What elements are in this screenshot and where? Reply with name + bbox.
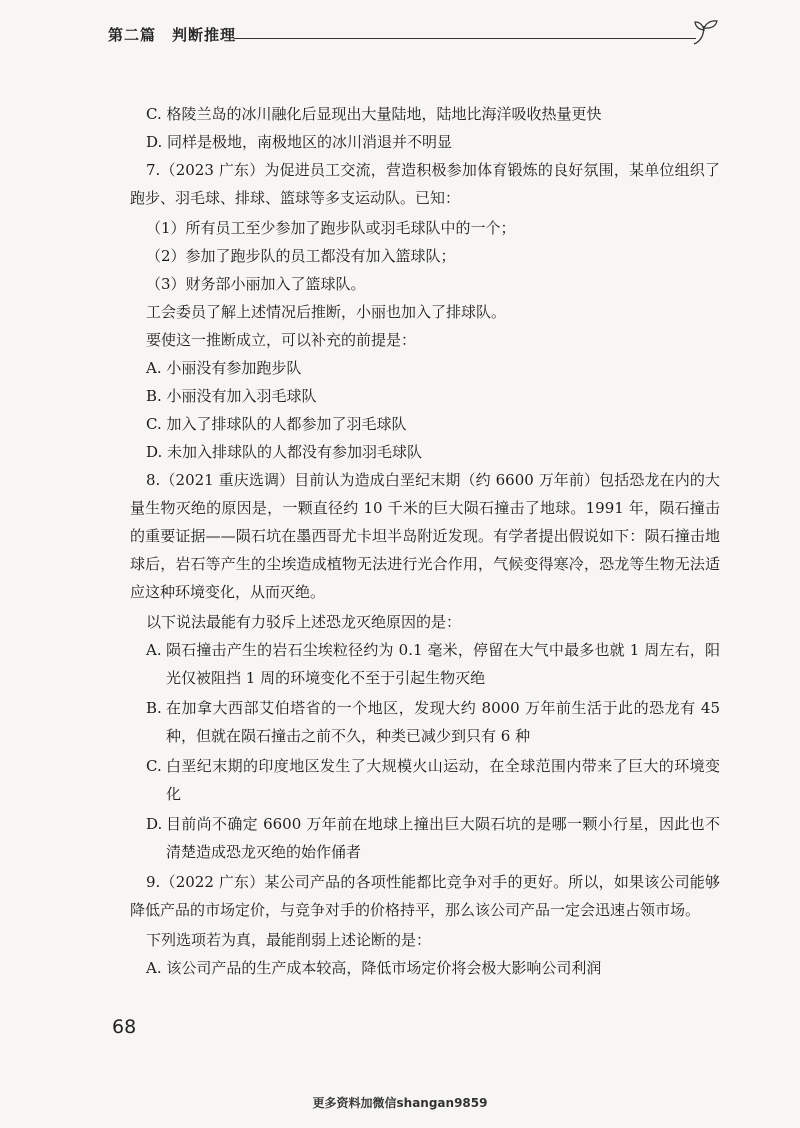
prev-option-d: D. 同样是极地，南极地区的冰川消退并不明显 — [146, 133, 453, 151]
q7-question: 要使这一推断成立，可以补充的前提是： — [146, 331, 417, 349]
q7-option-d: D. 未加入排球队的人都没有参加羽毛球队 — [146, 443, 423, 461]
option-letter: B. — [146, 699, 162, 717]
q9-question: 下列选项若为真，最能削弱上述论断的是： — [146, 931, 432, 949]
q7-option-b: B. 小丽没有加入羽毛球队 — [146, 387, 317, 405]
option-text: 目前尚不确定 6600 万年前在地球上撞出巨大陨石坑的是哪一颗小行星，因此也不清楚造成恐龙灭绝的始作俑者 — [166, 815, 720, 861]
prev-option-c: C. 格陵兰岛的冰川融化后显现出大量陆地，陆地比海洋吸收热量更快 — [146, 105, 602, 123]
option-letter: A. — [146, 641, 162, 659]
q9-stem: 9.（2022 广东）某公司产品的各项性能都比竞争对手的更好。所以，如果该公司能够降低产品的市场定价，与竞争对手的价格持平，那么该公司产品一定会迅速占领市场。 — [130, 873, 720, 919]
q7-stem: 7.（2023 广东）为促进员工交流，营造积极参加体育锻炼的良好氛围，某单位组织了跑步、羽毛球、排球、篮球等多支运动队。已知： — [130, 161, 720, 207]
header-rule — [234, 38, 696, 39]
running-header — [108, 18, 720, 52]
option-text: 陨石撞击产生的岩石尘埃粒径约为 0.1 毫米，停留在大气中最多也就 1 周左右，阳光仅被阻挡 1 周的环境变化不至于引起生物灭绝 — [166, 641, 720, 687]
q7-inference: 工会委员了解上述情况后推断，小丽也加入了排球队。 — [146, 303, 507, 321]
q7-condition: （3）财务部小丽加入了篮球队。 — [146, 275, 366, 293]
page-number: 68 — [112, 1016, 137, 1038]
q8-option-a — [130, 636, 720, 692]
option-letter: C. — [146, 757, 162, 775]
q8-option-d — [130, 810, 720, 866]
q8-option-b — [130, 694, 720, 750]
q9-option-a: A. 该公司产品的生产成本较高，降低市场定价将会极大影响公司利润 — [146, 959, 602, 977]
q7-option-a: A. 小丽没有参加跑步队 — [146, 359, 302, 377]
section-title: 第二篇 判断推理 — [108, 26, 237, 44]
page-body — [130, 100, 720, 982]
q8-option-c — [130, 752, 720, 808]
q7-condition: （1）所有员工至少参加了跑步队或羽毛球队中的一个； — [146, 219, 516, 237]
option-text: 白垩纪末期的印度地区发生了大规模火山运动，在全球范围内带来了巨大的环境变化 — [166, 757, 720, 803]
sprout-icon — [690, 18, 720, 48]
footer-note: 更多资料加微信shangan9859 — [312, 1096, 488, 1110]
option-text: 在加拿大西部艾伯塔省的一个地区，发现大约 8000 万年前生活于此的恐龙有 45 种，但就在陨石撞击之前不久，种类已减少到只有 6 种 — [166, 699, 720, 745]
option-letter: D. — [146, 815, 163, 833]
q7-condition: （2）参加了跑步队的员工都没有加入篮球队； — [146, 247, 456, 265]
q8-question: 以下说法最能有力驳斥上述恐龙灭绝原因的是： — [146, 613, 462, 631]
q7-option-c: C. 加入了排球队的人都参加了羽毛球队 — [146, 415, 407, 433]
q8-stem: 8.（2021 重庆选调）目前认为造成白垩纪末期（约 6600 万年前）包括恐龙在内的大量生物灭绝的原因是，一颗直径约 10 千米的巨大陨石撞击了地球。1991 年，陨石撞击的重要证据——陨石坑在墨西哥尤卡坦半岛附近发现。有学者提出假说如下：陨石撞击地球后，岩石等产生的尘埃造成植物无法进行光合作用，气候变得寒冷，恐龙等生物无法适应这种环境变化，从而灭绝。 — [130, 471, 720, 601]
